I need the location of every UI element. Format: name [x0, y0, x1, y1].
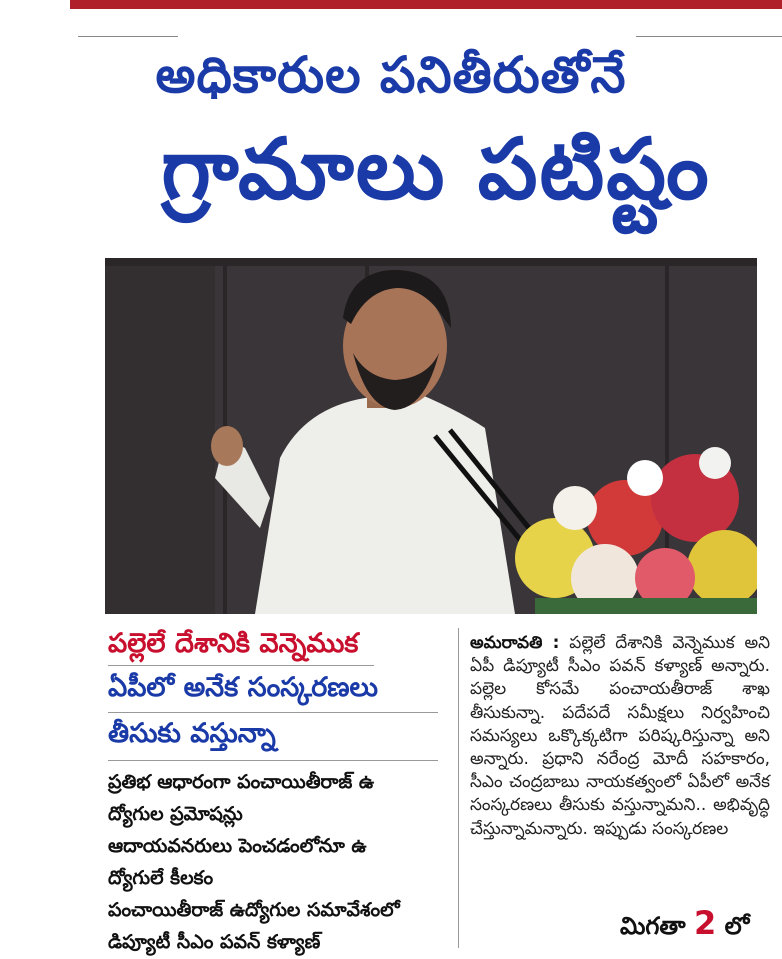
subhead-blue-1: ఏపీలో అనేక సంస్కరణలు: [108, 672, 379, 703]
dateline: అమరావతి :: [470, 633, 560, 653]
headline-line-1: అధికారుల పనితీరుతోనే: [155, 46, 627, 104]
highlight-line: డిప్యూటీ సీఎం పవన్ కళ్యాణ్: [108, 931, 321, 953]
headline-line-2: గ్రామాలు పటిష్టం: [161, 120, 711, 218]
frame-rule-right: [636, 36, 782, 37]
continuation-after: లో: [724, 912, 750, 940]
speaker-photo: [105, 258, 757, 614]
subhead-red: పల్లెలే దేశానికి వెన్నెముక: [108, 628, 359, 659]
frame-rule-left: [78, 36, 178, 37]
continuation-page: 2: [693, 904, 717, 942]
continuation-note: [620, 904, 749, 946]
article-text: పల్లెలే దేశానికి వెన్నెముక అని ఏపీ డిప్యూటీ సీఎం పవన్ కళ్యాణ్ అన్నారు. పల్లెల కోసమే పంచాయతీరాజ్ శాఖ తీసుకున్నా. పదేపదే సమీక్షలు నిర్వహించి సమస్యలు ఒక్కొక్కటిగా పరిష్కరిస్తున్నా అని అన్నారు. ప్రధాని నరేంద్ర మోదీ సహకారం, సీఎం చంద్రబాబు నాయకత్వంలో ఏపీలో అనేక సంస్కరణలు తీసుకు వస్తున్నామని.. అభివృద్ధి చేస్తున్నామన్నారు. ఇప్పుడు సంస్కరణల: [470, 633, 770, 839]
highlight-line: ద్యోగుల ప్రమోషన్లు: [108, 803, 243, 825]
top-color-bar: [70, 0, 782, 9]
highlight-line: పంచాయితీరాజ్ ఉద్యోగుల సమావేశంలో: [108, 899, 400, 921]
column-divider: [458, 628, 459, 948]
highlight-line: ప్రతిభ ఆధారంగా పంచాయితీరాజ్ ఉ: [108, 771, 375, 793]
highlight-line: ఆదాయవనరులు పెంచడంలోనూ ఉ: [108, 835, 367, 857]
highlight-points: [108, 766, 448, 958]
subhead-rule: [108, 760, 438, 761]
continuation-before: మిగతా: [620, 912, 686, 940]
subhead-rule: [108, 712, 438, 713]
subhead-blue-2: తీసుకు వస్తున్నా: [108, 718, 276, 749]
highlight-line: ద్యోగులే కీలకం: [108, 867, 214, 889]
article-body: [470, 632, 770, 841]
subhead-rule: [108, 665, 374, 666]
